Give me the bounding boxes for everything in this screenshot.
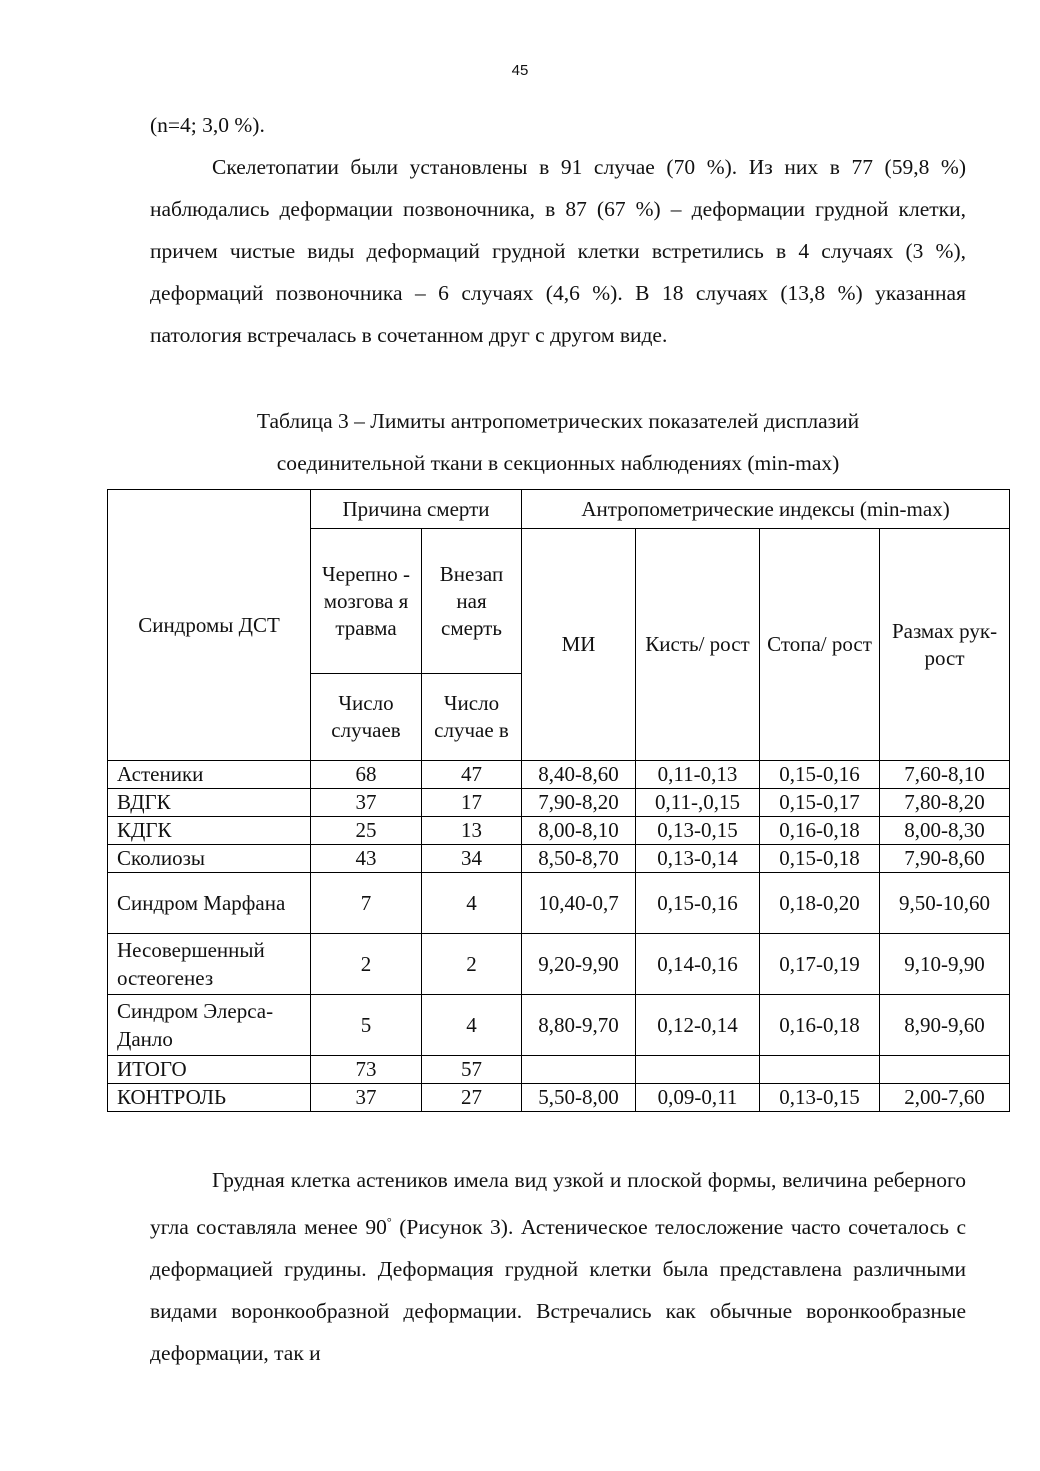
cell-tbi: 25 — [311, 817, 422, 845]
cell-foot: 0,13-0,15 — [760, 1084, 880, 1112]
header-tbi: Черепно - мозгова я травма — [311, 529, 422, 674]
table-caption-line-1: Таблица 3 – Лимиты антропометрических показателей дисплазий — [256, 409, 860, 433]
cell-hand: 0,13-0,14 — [636, 845, 760, 873]
header-arm-span-height: Размах рук-рост — [880, 529, 1010, 761]
table-row-control — [108, 1084, 1010, 1112]
paragraph-asthenic-chest-part-1: Грудная клетка астеников имела вид узкой и плоской формы, величина реберного угла составляла менее 90 — [150, 1168, 966, 1240]
cell-mi: 9,20-9,90 — [522, 934, 636, 995]
cell-mi: 8,40-8,60 — [522, 761, 636, 789]
cell-sudden: 47 — [422, 761, 522, 789]
cell-foot: 0,17-0,19 — [760, 934, 880, 995]
table-row-marfan — [108, 873, 1010, 934]
cell-foot: 0,16-0,18 — [760, 817, 880, 845]
row-name: Сколиозы — [108, 845, 311, 873]
cell-sudden: 4 — [422, 873, 522, 934]
table-row-scoliosis — [108, 845, 1010, 873]
cell-hand: 0,11-,0,15 — [636, 789, 760, 817]
row-name: КОНТРОЛЬ — [108, 1084, 311, 1112]
cell-hand: 0,14-0,16 — [636, 934, 760, 995]
cell-mi: 5,50-8,00 — [522, 1084, 636, 1112]
table-row-ehlers-danlos — [108, 995, 1010, 1056]
cell-tbi: 73 — [311, 1056, 422, 1084]
cell-hand — [636, 1056, 760, 1084]
cell-mi: 7,90-8,20 — [522, 789, 636, 817]
cell-tbi: 5 — [311, 995, 422, 1056]
paragraph-intro-fragment: (n=4; 3,0 %). — [150, 113, 265, 137]
cell-mi — [522, 1056, 636, 1084]
cell-hand: 0,09-0,11 — [636, 1084, 760, 1112]
cell-tbi: 68 — [311, 761, 422, 789]
cell-span — [880, 1056, 1010, 1084]
cell-foot: 0,18-0,20 — [760, 873, 880, 934]
degree-sign: ° — [386, 1215, 392, 1229]
table-row-osteogenesis-imperfecta — [108, 934, 1010, 995]
page-number: 45 — [511, 62, 529, 79]
cell-sudden: 4 — [422, 995, 522, 1056]
row-name: Астеники — [108, 761, 311, 789]
anthropometric-limits-table — [107, 489, 1010, 1112]
cell-span: 9,50-10,60 — [880, 873, 1010, 934]
cell-span: 7,90-8,60 — [880, 845, 1010, 873]
row-name: Синдром Марфана — [108, 873, 311, 934]
cell-tbi: 43 — [311, 845, 422, 873]
row-name: Синдром Элерса-Данло — [108, 995, 311, 1056]
cell-sudden: 17 — [422, 789, 522, 817]
paragraph-skeletopathies: Скелетопатии были установлены в 91 случае (70 %). Из них в 77 (59,8 %) наблюдались деформации позвоночника, в 87 (67 %) – деформации грудной клетки, причем чистые виды деформаций грудной клетки встретились в 4 случаях (3 %), деформаций позвоночника – 6 случаях (4,6 %). В 18 случаях (13,8 %) указанная патология встречалась в сочетанном друг с другом виде. — [150, 155, 966, 347]
cell-sudden: 34 — [422, 845, 522, 873]
cell-sudden: 2 — [422, 934, 522, 995]
cell-tbi: 2 — [311, 934, 422, 995]
cell-foot: 0,16-0,18 — [760, 995, 880, 1056]
header-syndromes: Синдромы ДСТ — [108, 490, 311, 761]
cell-foot: 0,15-0,18 — [760, 845, 880, 873]
cell-span: 2,00-7,60 — [880, 1084, 1010, 1112]
cell-hand: 0,15-0,16 — [636, 873, 760, 934]
header-case-count-sudden: Число случае в — [422, 674, 522, 761]
table-row-kdgk — [108, 817, 1010, 845]
header-hand-height: Кисть/ рост — [636, 529, 760, 761]
row-name: ИТОГО — [108, 1056, 311, 1084]
cell-mi: 8,80-9,70 — [522, 995, 636, 1056]
paragraph-asthenic-chest-part-2: (Рисунок 3). Астеническое телосложение часто сочеталось с деформацией грудины. Деформация грудной клетки была представлена различными видами воронкообразной деформации. Встречались как обычные воронкообразные деформации, так и — [150, 1215, 966, 1366]
cell-mi: 8,00-8,10 — [522, 817, 636, 845]
header-case-count-tbi: Число случаев — [311, 674, 422, 761]
cell-sudden: 57 — [422, 1056, 522, 1084]
header-foot-height: Стопа/ рост — [760, 529, 880, 761]
cell-span: 7,80-8,20 — [880, 789, 1010, 817]
cell-span: 8,90-9,60 — [880, 995, 1010, 1056]
cell-mi: 10,40-0,7 — [522, 873, 636, 934]
cell-tbi: 7 — [311, 873, 422, 934]
cell-mi: 8,50-8,70 — [522, 845, 636, 873]
cell-tbi: 37 — [311, 1084, 422, 1112]
header-mi: МИ — [522, 529, 636, 761]
table-row-total — [108, 1056, 1010, 1084]
cell-sudden: 13 — [422, 817, 522, 845]
cell-span: 9,10-9,90 — [880, 934, 1010, 995]
table-row-vdgk — [108, 789, 1010, 817]
cell-hand: 0,12-0,14 — [636, 995, 760, 1056]
header-cause-of-death: Причина смерти — [311, 490, 522, 529]
header-sudden-death: Внезап ная смерть — [422, 529, 522, 674]
table-caption-line-2: соединительной ткани в секционных наблюдениях (min-max) — [276, 451, 840, 475]
row-name: КДГК — [108, 817, 311, 845]
table-row-asthenics — [108, 761, 1010, 789]
cell-sudden: 27 — [422, 1084, 522, 1112]
cell-hand: 0,13-0,15 — [636, 817, 760, 845]
cell-span: 7,60-8,10 — [880, 761, 1010, 789]
header-anthropometric-indices: Антропометрические индексы (min-max) — [522, 490, 1010, 529]
cell-foot: 0,15-0,16 — [760, 761, 880, 789]
paragraph-asthenic-chest — [150, 1159, 966, 1374]
cell-foot: 0,15-0,17 — [760, 789, 880, 817]
cell-span: 8,00-8,30 — [880, 817, 1010, 845]
cell-hand: 0,11-0,13 — [636, 761, 760, 789]
row-name: ВДГК — [108, 789, 311, 817]
cell-foot — [760, 1056, 880, 1084]
row-name: Несовершенный остеогенез — [108, 934, 311, 995]
cell-tbi: 37 — [311, 789, 422, 817]
